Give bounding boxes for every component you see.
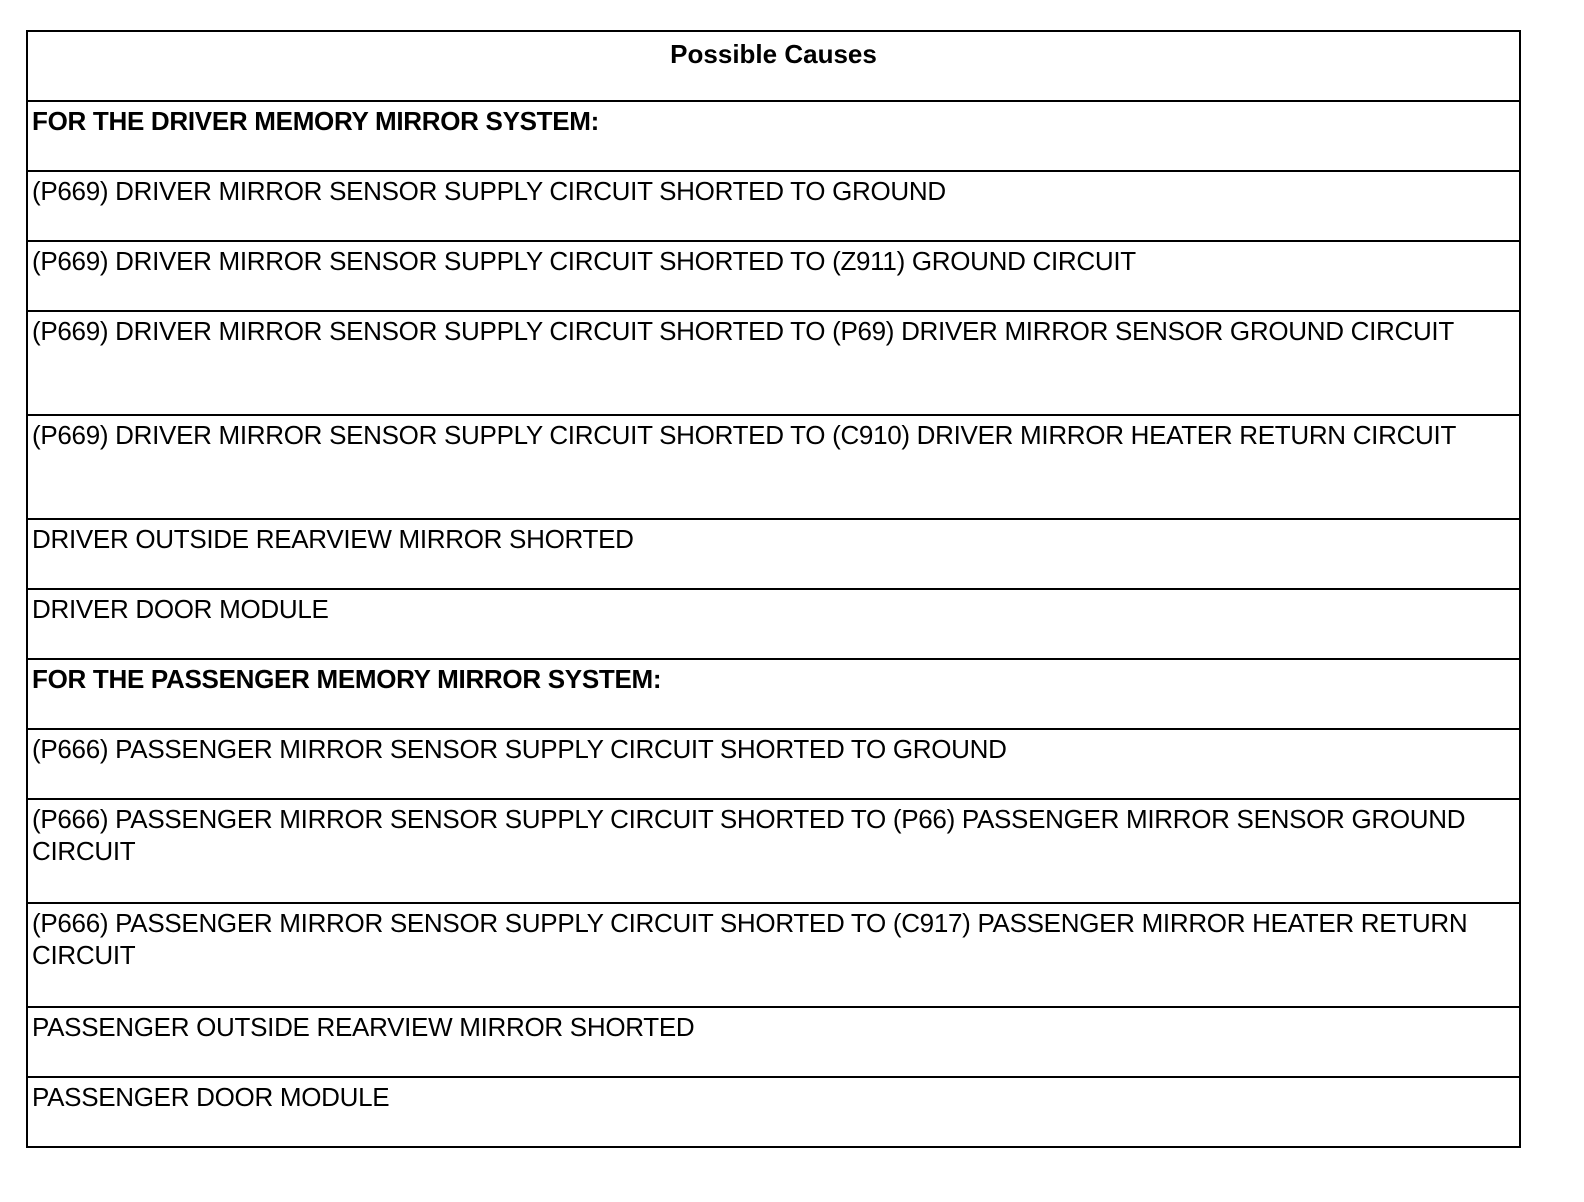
passenger-section-heading: FOR THE PASSENGER MEMORY MIRROR SYSTEM: xyxy=(27,659,1520,729)
table-row xyxy=(27,1007,1520,1077)
cause-cell: (P669) DRIVER MIRROR SENSOR SUPPLY CIRCUIT SHORTED TO (Z911) GROUND CIRCUIT xyxy=(27,241,1520,311)
table-row xyxy=(27,589,1520,659)
table-row xyxy=(27,171,1520,241)
cause-cell: (P666) PASSENGER MIRROR SENSOR SUPPLY CIRCUIT SHORTED TO (C917) PASSENGER MIRROR HEATER RETURN CIRCUIT xyxy=(27,903,1520,1007)
table-row xyxy=(27,799,1520,903)
table-row xyxy=(27,1077,1520,1147)
cause-cell: PASSENGER OUTSIDE REARVIEW MIRROR SHORTED xyxy=(27,1007,1520,1077)
table-body xyxy=(27,101,1520,1147)
cause-cell: (P669) DRIVER MIRROR SENSOR SUPPLY CIRCUIT SHORTED TO (P69) DRIVER MIRROR SENSOR GROUND CIRCUIT xyxy=(27,311,1520,415)
table-row xyxy=(27,241,1520,311)
possible-causes-header: Possible Causes xyxy=(27,31,1520,101)
table-row xyxy=(27,659,1520,729)
table-row xyxy=(27,903,1520,1007)
cause-cell: (P666) PASSENGER MIRROR SENSOR SUPPLY CIRCUIT SHORTED TO (P66) PASSENGER MIRROR SENSOR GROUND CIRCUIT xyxy=(27,799,1520,903)
cause-cell: (P669) DRIVER MIRROR SENSOR SUPPLY CIRCUIT SHORTED TO GROUND xyxy=(27,171,1520,241)
cause-cell: DRIVER DOOR MODULE xyxy=(27,589,1520,659)
driver-section-heading: FOR THE DRIVER MEMORY MIRROR SYSTEM: xyxy=(27,101,1520,171)
cause-cell: (P669) DRIVER MIRROR SENSOR SUPPLY CIRCUIT SHORTED TO (C910) DRIVER MIRROR HEATER RETURN CIRCUIT xyxy=(27,415,1520,519)
table-row xyxy=(27,311,1520,415)
table-row xyxy=(27,729,1520,799)
table-header xyxy=(27,31,1520,101)
cause-cell: PASSENGER DOOR MODULE xyxy=(27,1077,1520,1147)
table-row xyxy=(27,519,1520,589)
cause-cell: (P666) PASSENGER MIRROR SENSOR SUPPLY CIRCUIT SHORTED TO GROUND xyxy=(27,729,1520,799)
table-row xyxy=(27,101,1520,171)
table-row xyxy=(27,415,1520,519)
header-row xyxy=(27,31,1520,101)
cause-cell: DRIVER OUTSIDE REARVIEW MIRROR SHORTED xyxy=(27,519,1520,589)
possible-causes-table xyxy=(26,30,1521,1148)
